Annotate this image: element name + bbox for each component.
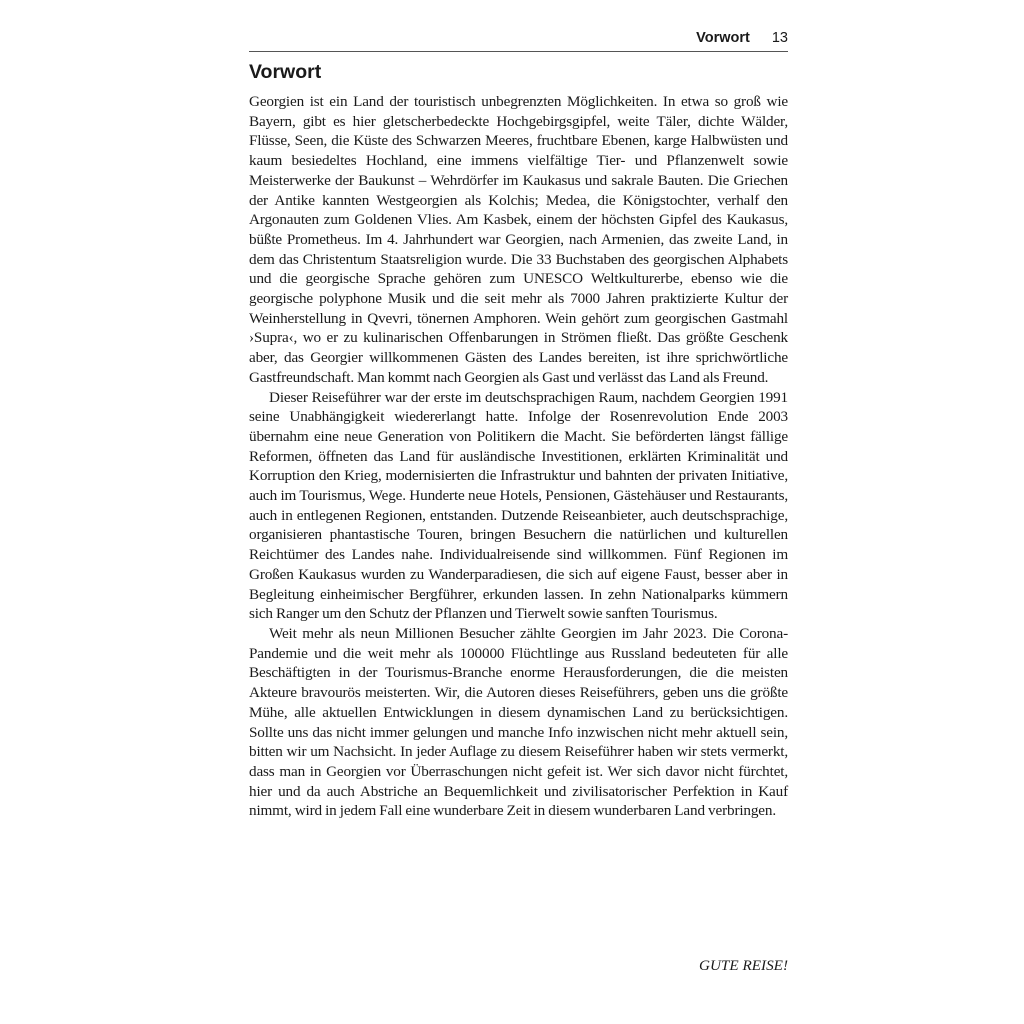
paragraph-2: Dieser Reiseführer war der erste im deutschsprachigen Raum, nachdem Georgien 1991 seine Unabhängigkeit wiedererlangt hatte. Infolge der Rosenrevolution Ende 2003 übernahm eine neue Generation von Politikern die Macht. Sie beförderten längst fällige Reformen, öffneten das Land für ausländische Investitionen, erklärten Kriminalität und Korruption den Krieg, modernisierten die Infrastruktur und bahnten der privaten Initiative, auch im Tourismus, Wege. Hunderte neue Hotels, Pensionen, Gästehäuser und Restaurants, auch in entlegenen Regionen, entstanden. Dutzende Reiseanbieter, auch deutschsprachige, organisieren phantastische Touren, bringen Besuchern die natürlichen und kulturellen Reichtümer des Landes nahe. Individualreisende sind willkommen. Fünf Regionen im Großen Kaukasus wurden zu Wanderparadiesen, die sich auf eigene Faust, besser aber in Begleitung einheimischer Bergführer, erkunden lassen. In zehn Nationalparks kümmern sich Ranger um den Schutz der Pflanzen und Tierwelt sowie sanften Tourismus. <box>249 388 788 623</box>
running-head-title: Vorwort <box>696 30 750 46</box>
book-page <box>249 0 788 1024</box>
paragraph-3: Weit mehr als neun Millionen Besucher zählte Georgien im Jahr 2023. Die Corona-Pandemie und die weit mehr als 100000 Flüchtlinge aus Russland bedeuteten für alle Beschäftigten in der Tourismus-Branche enorme Herausforderungen, die die meisten Akteure bravourös meisterten. Wir, die Autoren dieses Reiseführers, geben uns die größte Mühe, alle aktuellen Entwicklungen in diesem dynamischen Land zu berücksichtigen. Sollte uns das nicht immer gelungen und manche Info inzwischen nicht mehr aktuell sein, bitten wir um Nachsicht. In jeder Auflage zu diesem Reiseführer haben wir stets vermerkt, dass man in Georgien vor Überraschungen nicht gefeit ist. Wer sich davor nicht fürchtet, hier und da auch Abstriche an Bequemlichkeit und zivilisatorischer Perfektion in Kauf nimmt, wird in jedem Fall eine wunderbare Zeit in diesem wunderbaren Land verbringen. <box>249 624 788 820</box>
page-number: 13 <box>771 30 788 46</box>
body-text <box>249 92 788 821</box>
paragraph-1: Georgien ist ein Land der touristisch unbegrenzten Möglichkeiten. In etwa so groß wie Bayern, gibt es hier gletscherbedeckte Hochgebirgsgipfel, weite Täler, dichte Wälder, Flüsse, Seen, die Küste des Schwarzen Meeres, fruchtbare Ebenen, karge Halbwüsten und kaum besiedeltes Hochland, eine immens vielfältige Tier- und Pflanzenwelt sowie Meisterwerke der Baukunst – Wehrdörfer im Kaukasus und sakrale Bauten. Die Griechen der Antike kannten Westgeorgien als Kolchis; Medea, die Königstochter, verhalf den Argonauten zum Goldenen Vlies. Am Kasbek, einem der höchsten Gipfel des Kaukasus, büßte Prometheus. Im 4. Jahrhundert war Georgien, nach Armenien, das zweite Land, in dem das Christentum Staatsreligion wurde. Die 33 Buchstaben des georgischen Alphabets und die georgische Sprache gehören zum UNESCO Weltkulturerbe, ebenso wie die georgische polyphone Musik und die seit mehr als 7000 Jahren praktizierte Kultur der Weinherstellung in Qvevri, tönernen Amphoren. Wein gehört zum georgischen Gastmahl ›Supra‹, wo er zu kulinarischen Offenbarungen in Strömen fließt. Das größte Geschenk aber, das Georgier willkommenen Gästen des Landes bereiten, ist ihre sprichwörtliche Gastfreundschaft. Man kommt nach Georgien als Gast und verlässt das Land als Freund. <box>249 93 788 386</box>
chapter-title: Vorwort <box>249 61 322 83</box>
running-head <box>249 30 788 50</box>
header-rule <box>249 51 788 52</box>
signoff: GUTE REISE! <box>699 957 788 974</box>
